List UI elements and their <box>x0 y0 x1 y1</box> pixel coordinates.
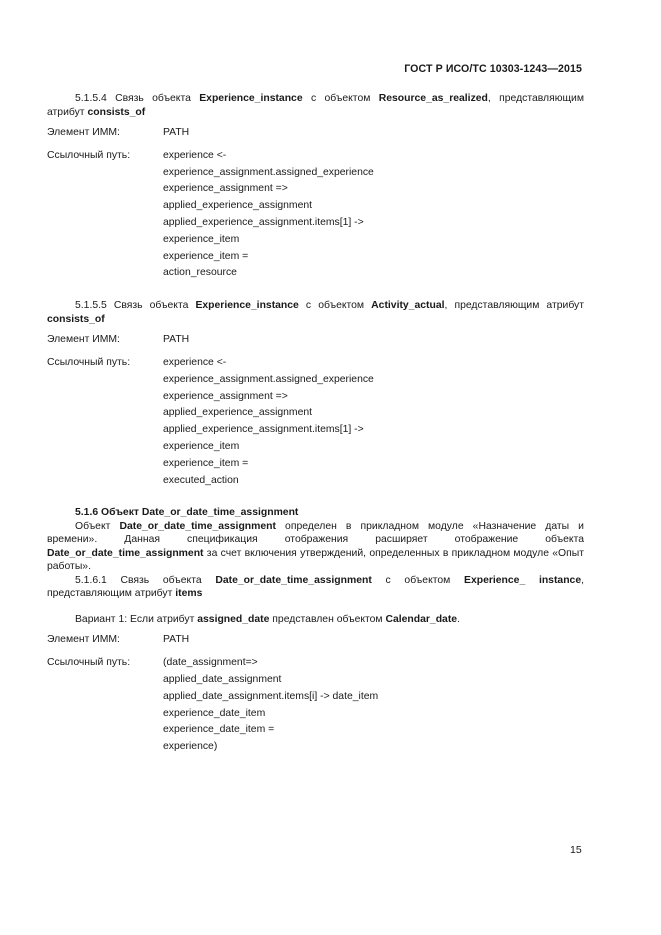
path-line: experience_item = <box>163 457 249 469</box>
reference-path-label: Ссылочный путь: <box>47 657 131 669</box>
aim-element-row <box>47 125 584 142</box>
path-line: experience_assignment.assigned_experience <box>163 373 374 385</box>
reference-path <box>163 355 584 489</box>
path-line: experience <- <box>163 356 227 368</box>
clause-5-1-6-1: 5.1.6.1 Связь объекта Date_or_date_time_assignment с объектом Experience_ instance, представляющим атрибут items <box>47 574 584 600</box>
path-line: experience_assignment => <box>163 183 288 195</box>
path-line: (date_assignment=> <box>163 657 258 669</box>
path-line: action_resource <box>163 267 237 279</box>
aim-element-value: PATH <box>163 634 190 646</box>
clause-5-1-5-5: 5.1.5.5 Связь объекта Experience_instance с объектом Activity_actual, представляющим атрибут consists_of <box>47 300 584 325</box>
aim-element-row <box>47 332 584 349</box>
path-line: applied_experience_assignment <box>163 407 313 419</box>
aim-element-label: Элемент ИММ: <box>47 634 120 646</box>
reference-path-row <box>47 148 584 282</box>
section-heading-5-1-6: 5.1.6 Объект Date_or_date_time_assignment <box>75 507 299 519</box>
aim-element-row <box>47 632 584 649</box>
reference-path <box>163 655 584 756</box>
reference-path-label: Ссылочный путь: <box>47 149 131 161</box>
path-line: experience_item <box>163 440 240 452</box>
path-line: experience_date_item = <box>163 724 275 736</box>
path-line: experience_assignment.assigned_experience <box>163 166 374 178</box>
clause-5-1-5-4: 5.1.5.4 Связь объекта Experience_instance с объектом Resource_as_realized, представляющим атрибут consists_of <box>47 93 585 118</box>
path-line: experience) <box>163 741 218 753</box>
path-line: experience_item <box>163 233 240 245</box>
aim-element-value: PATH <box>163 127 190 138</box>
path-line: experience_assignment => <box>163 390 288 402</box>
reference-path-label: Ссылочный путь: <box>47 356 131 368</box>
path-line: executed_action <box>163 474 239 486</box>
paragraph-object-definition: Объект Date_or_date_time_assignment определен в прикладном модуле «Назначение даты и времени». Данная спецификация отображения расширяет отображение объекта Date_or_date_time_assignment за счет включения утверждений, определенных в прикладном модуле «Опыт работы». <box>47 520 584 573</box>
path-line: applied_date_assignment <box>163 673 282 685</box>
variant-1: Вариант 1: Если атрибут assigned_date представлен объектом Calendar_date. <box>75 613 460 625</box>
page-content <box>47 92 584 756</box>
aim-element-label: Элемент ИММ: <box>47 334 120 346</box>
aim-element-value: PATH <box>163 334 190 346</box>
path-line: applied_date_assignment.items[i] -> date_item <box>163 690 379 702</box>
path-line: applied_experience_assignment.items[1] -> <box>163 424 364 436</box>
path-line: applied_experience_assignment <box>163 200 313 212</box>
reference-path-row <box>47 355 584 489</box>
aim-element-label: Элемент ИММ: <box>47 127 120 138</box>
path-line: applied_experience_assignment.items[1] -> <box>163 216 364 228</box>
page-number: 15 <box>570 844 582 856</box>
path-line: experience_date_item <box>163 707 266 719</box>
standard-designation: ГОСТ Р ИСО/ТС 10303-1243—2015 <box>404 63 582 75</box>
reference-path-row <box>47 655 584 756</box>
path-line: experience <- <box>163 149 227 161</box>
path-line: experience_item = <box>163 250 249 262</box>
reference-path <box>163 148 584 282</box>
